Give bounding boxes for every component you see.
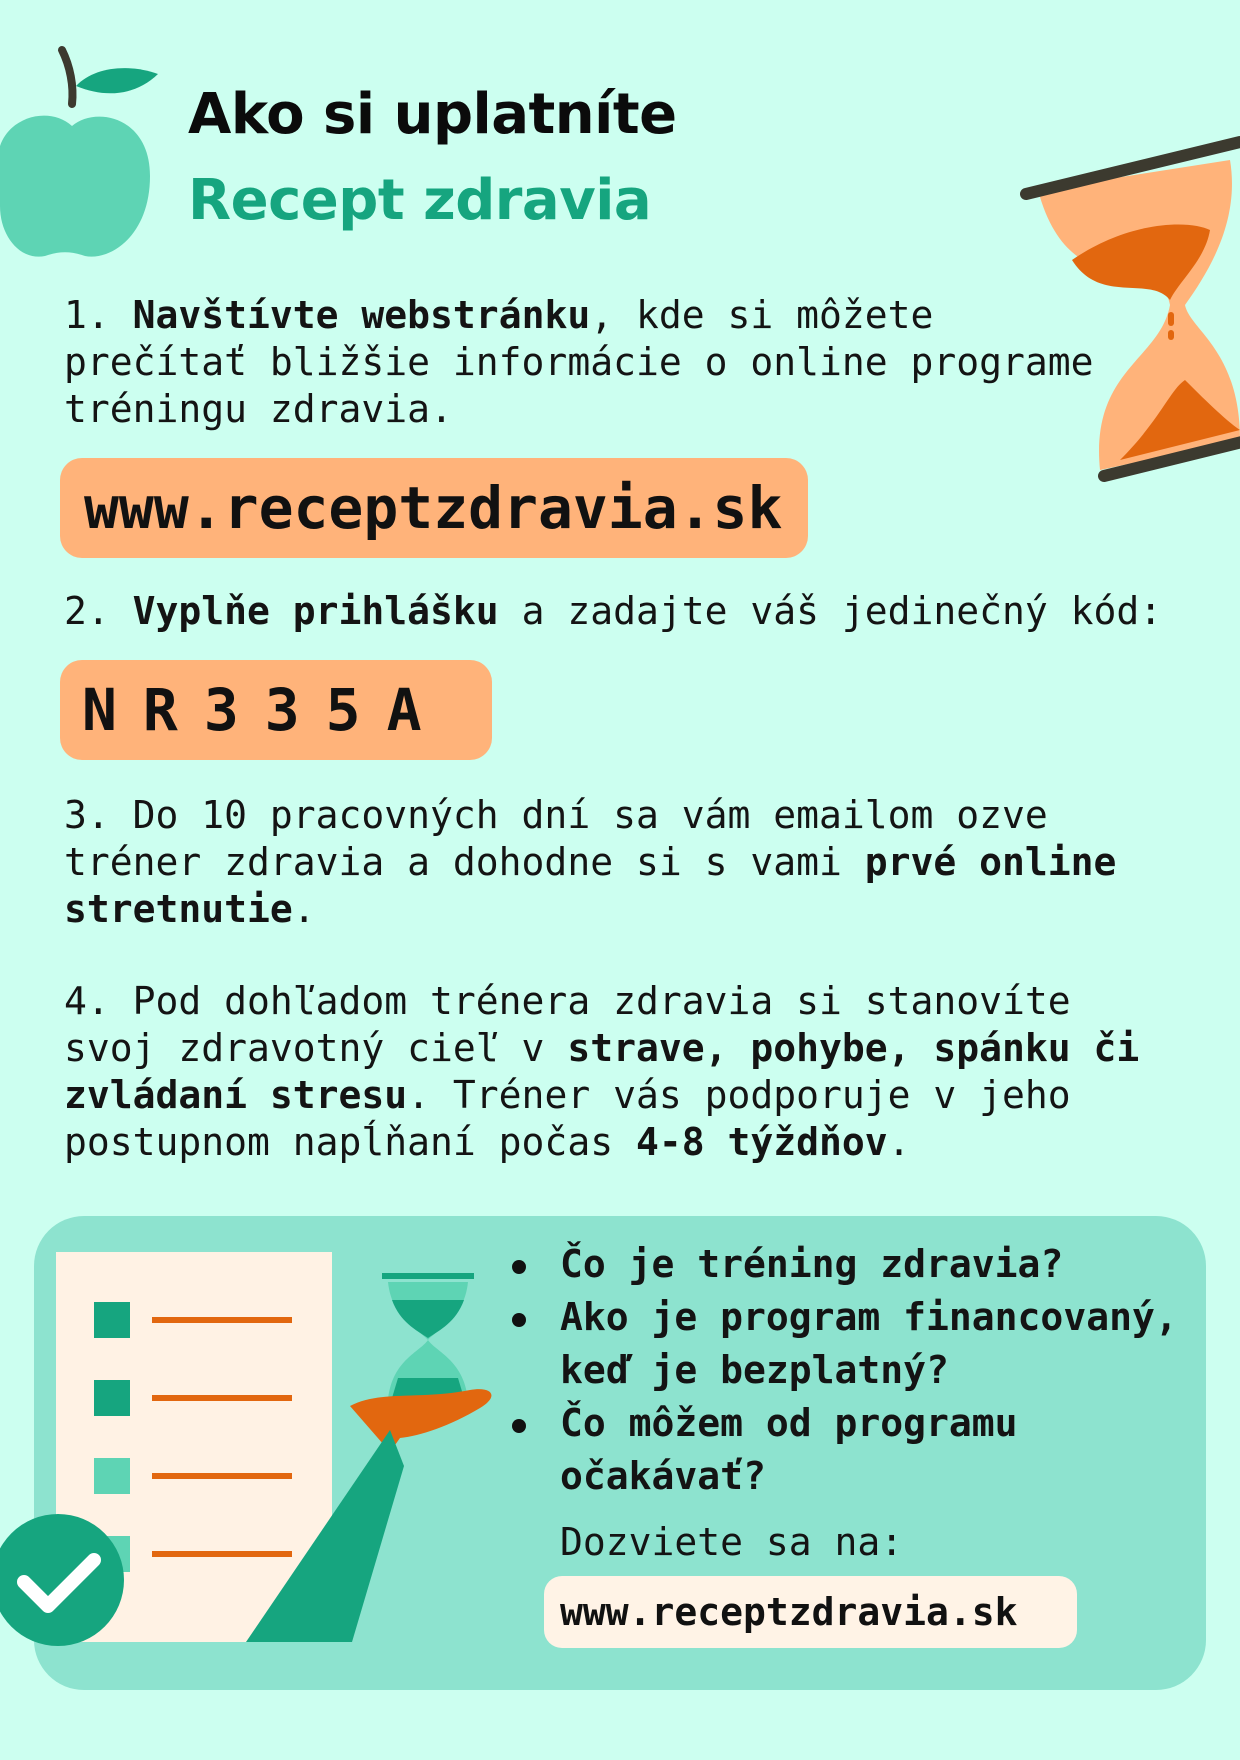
step-4-bold-2: zvládaní stresu (64, 1073, 408, 1117)
faq-list (508, 1238, 1208, 1503)
step-4-bold: strave, pohybe, spánku či (567, 1026, 1140, 1070)
page-subtitle: Recept zdravia (188, 168, 652, 233)
step-3-bold-2: stretnutie (64, 887, 293, 931)
checklist-illustration (0, 1230, 520, 1650)
apple-icon (0, 46, 160, 266)
step-4-bold-3: 4-8 týždňov (635, 1120, 888, 1164)
faq-item: Čo je tréning zdravia? (508, 1238, 1208, 1291)
page-title: Ako si uplatníte (188, 82, 677, 147)
website-url-pill[interactable]: www.receptzdravia.sk (60, 458, 808, 558)
step-2: 2. Vyplňe prihlášku a zadajte váš jedinečný kód: (64, 589, 1163, 633)
step-1: 1. Navštívte webstránku, kde si môžete prečítať bližšie informácie o online programe tréningu zdravia. (64, 293, 1094, 431)
step-2-bold: Vyplňe prihlášku (132, 589, 499, 633)
faq-website-url[interactable]: www.receptzdravia.sk (544, 1576, 1077, 1648)
unique-code-pill: NR335A (60, 660, 492, 760)
faq-item: Čo môžem od programu očakávať? (508, 1397, 1208, 1503)
step-3: 3. Do 10 pracovných dní sa vám emailom ozve tréner zdravia a dohodne si s vami prvé online stretnutie. (64, 793, 1117, 931)
learn-more-label: Dozviete sa na: (560, 1520, 904, 1564)
step-3-bold: prvé online (864, 840, 1117, 884)
step-1-bold: Navštívte webstránku (132, 293, 591, 337)
step-4: 4. Pod dohľadom trénera zdravia si stanovíte svoj zdravotný cieľ v strave, pohybe, spánku či zvládaní stresu. Tréner vás podporuje v jeho postupnom napĺňaní počas 4-8 týždňov. (64, 979, 1140, 1164)
faq-item: Ako je program financovaný, keď je bezplatný? (508, 1291, 1208, 1397)
